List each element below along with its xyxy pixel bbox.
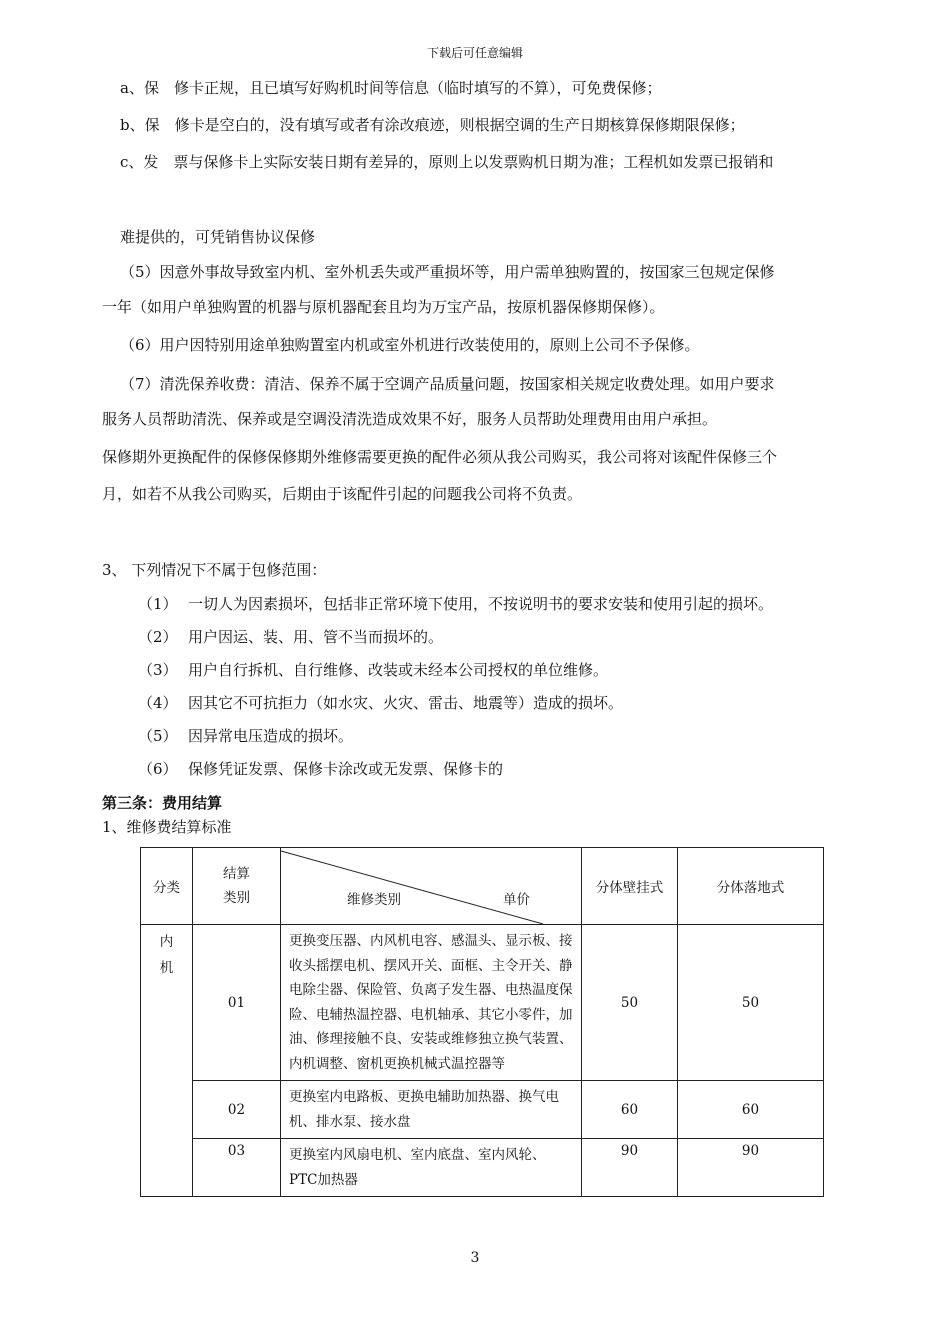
item-a: a、保 修卡正规，且已填写好购机时间等信息（临时填写的不算），可免费保修；: [120, 79, 662, 97]
item-b: b、保 修卡是空白的，没有填写或者有涂改痕迹，则根据空调的生产日期核算保修期限保修；: [120, 116, 745, 134]
item-c: c、发 票与保修卡上实际安装日期有差异的，原则上以发票购机日期为准；工程机如发票已报销和: [120, 153, 774, 171]
para-5-line2: 一年（如用户单独购置的机器与原机器配套且均为万宝产品，按原机器保修期保修）。: [102, 298, 665, 316]
table-header-row: [141, 848, 824, 925]
row-code: 03: [193, 1139, 281, 1197]
table-row: [141, 1081, 824, 1139]
header-wall: 分体壁挂式: [582, 848, 678, 925]
section-3-item: （2） 用户因运、装、用、管不当而损坏的。: [138, 628, 444, 646]
header-repair-type: 维修类别: [347, 892, 401, 908]
category-indoor: 内 机: [141, 925, 193, 1197]
header-diagonal: [281, 848, 582, 925]
row-floor-price: 50: [678, 925, 824, 1081]
section-3-title: 3、 下列情况下不属于包修范围：: [102, 561, 327, 579]
table-row: [141, 1139, 824, 1197]
row-code: 02: [193, 1081, 281, 1139]
para-7-line1: （7）清洗保养收费：清洁、保养不属于空调产品质量问题，按国家相关规定收费处理。如用户要求: [120, 375, 775, 393]
row-desc: 更换室内电路板、更换电辅助加热器、换气电机、排水泵、接水盘: [281, 1081, 582, 1139]
header-unit-price: 单价: [503, 892, 530, 908]
item-c-cont: 难提供的，可凭销售协议保修: [120, 228, 316, 246]
table-row: [141, 925, 824, 1081]
row-floor-price: 90: [678, 1139, 824, 1197]
header-floor: 分体落地式: [678, 848, 824, 925]
row-floor-price: 60: [678, 1081, 824, 1139]
para-5-line1: （5）因意外事故导致室内机、室外机丢失或严重损坏等，用户需单独购置的，按国家三包规定保修: [120, 263, 775, 281]
para-parts-line1: 保修期外更换配件的保修保修期外维修需要更换的配件必须从我公司购买，我公司将对该配件保修三个: [102, 448, 778, 466]
row-code: 01: [193, 925, 281, 1081]
row-wall-price: 50: [582, 925, 678, 1081]
row-desc: 更换室内风扇电机、室内底盘、室内风轮、PTC加热器: [281, 1139, 582, 1197]
section-3-item: （1） 一切人为因素损坏，包括非正常环境下使用，不按说明书的要求安装和使用引起的损坏。: [138, 595, 774, 613]
para-parts-line2: 月，如若不从我公司购买，后期由于该配件引起的问题我公司将不负责。: [102, 485, 583, 503]
diagonal-line: [281, 848, 582, 924]
section-3-item: （3） 用户自行拆机、自行维修、改装或未经本公司授权的单位维修。: [138, 661, 609, 679]
row-desc: 更换变压器、内风机电容、感温头、显示板、接收头摇摆电机、摆风开关、面框、主令开关、静电除尘器、保险管、负离子发生器、电热温度保险、电辅热温控器、电机轴承、其它小零件，加油、修理接触不良、安装或维修独立换气装置、内机调整、窗机更换机械式温控器等: [281, 925, 582, 1081]
header-settle: 结算 类别: [193, 848, 281, 925]
page-header: 下载后可任意编辑: [426, 46, 523, 60]
section-3-item: （5） 因异常电压造成的损坏。: [138, 727, 354, 745]
article-3-title: 第三条：费用结算: [102, 794, 223, 812]
section-3-item: （6） 保修凭证发票、保修卡涂改或无发票、保修卡的: [138, 760, 504, 778]
page-number: 3: [470, 1250, 480, 1266]
row-wall-price: 60: [582, 1081, 678, 1139]
fee-table: [140, 847, 824, 1197]
header-class: 分类: [141, 848, 193, 925]
section-3-item: （4） 因其它不可抗拒力（如水灾、火灾、雷击、地震等）造成的损坏。: [138, 694, 624, 712]
row-wall-price: 90: [582, 1139, 678, 1197]
fee-standard-title: 1、维修费结算标准: [102, 818, 232, 836]
para-6: （6）用户因特别用途单独购置室内机或室外机进行改装使用的，原则上公司不予保修。: [120, 336, 700, 354]
para-7-line2: 服务人员帮助清洗、保养或是空调没清洗造成效果不好，服务人员帮助处理费用由用户承担。: [102, 410, 718, 428]
